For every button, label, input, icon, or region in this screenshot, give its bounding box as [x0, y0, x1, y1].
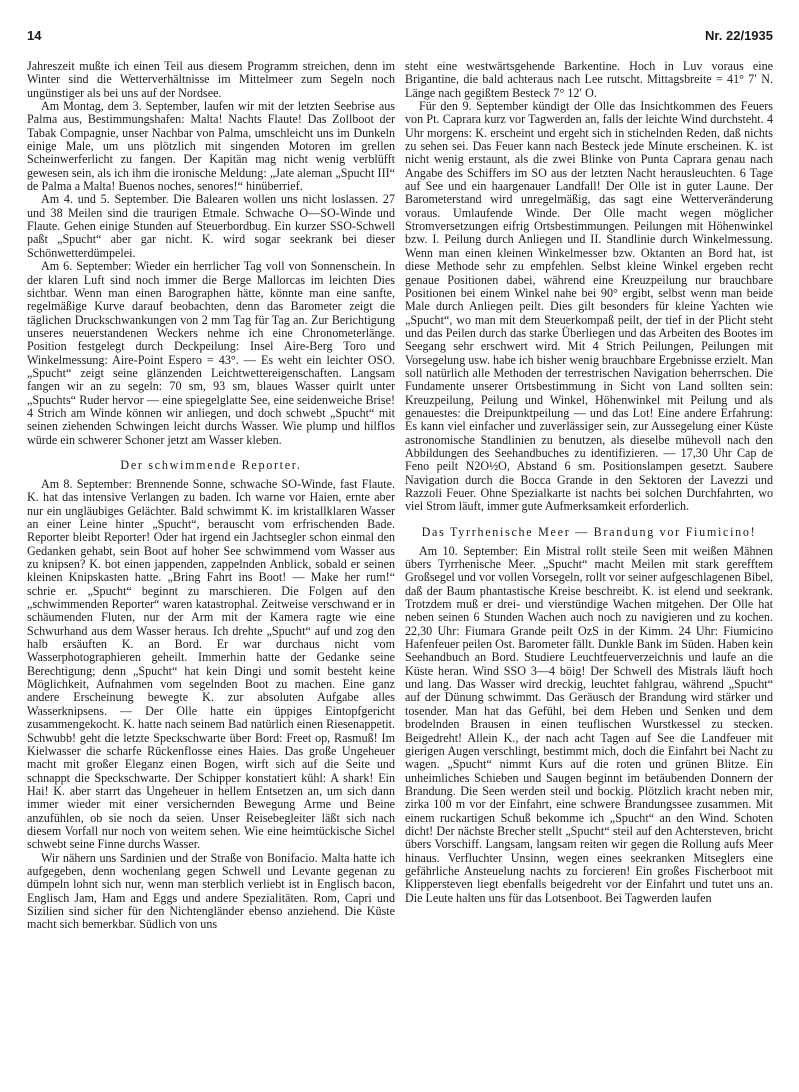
issue-number: Nr. 22/1935: [705, 28, 773, 43]
left-column: [27, 60, 395, 1086]
section-heading: Der schwimmende Reporter.: [120, 457, 302, 472]
paragraph: Für den 9. September kündigt der Olle das Insichtkommen des Feuers von Pt. Caprara kurz vor Tagwerden an, falls der leichte Wind durchsteht. 4 Uhr morgens: K. erscheint und ergeht sich in stichelnden Reden, daß nichts zu sehen sei. Das Feuer kann nach Besteck jede Minute erscheinen. K. ist nicht wenig erstaunt, als die zwei Blinke von Punta Caprara genau nach Angabe des Schiffers im SO aus der letzten Nacht herausleuchten. 6 Tage auf See und ein haargenauer Landfall! Der Olle ist in guter Laune. Der Barometerstand wird unregelmäßig, das sagt eine Wetterveränderung voraus. Umlaufende Winde. Der Olle macht wegen möglicher Stromversetzungen eifrig Ortsbestimmungen. Peilungen mit Höhenwinkel bzw. I. Peilung durch Anliegen und II. Standlinie durch Winkelmessung. Wenn man einen kleinen Winkelmesser bzw. Oktanten an Bord hat, ist diese Methode sehr zu empfehlen. Selbst kleine Winkel ergeben recht genaue Positionen dabei, während eine Kreuzpeilung nur brauchbare Positionen bei einem Winkel nahe bei 90° ergibt, selbst wenn man beide Male durch Anliegen peilt. Dies gilt besonders für kleine Yachten wie „Spucht“, wo man mit dem Steuerkompaß peilt, der tief in der Plicht steht und das Peilen durch das starke Überliegen und das Arbeiten des Bootes im Seegang sehr erschwert wird. Mit 4 Strich Peilungen, Peilungen mit Vorsegelung usw. habe ich bisher wenig brauchbare Ergebnisse erzielt. Man soll natürlich alle Methoden der terrestrischen Navigation beherrschen. Die Fundamente unserer Ortsbestimmung in Sicht von Land sollten sein: Kreuzpeilung, Peilung und Winkel, Höhenwinkel mit Peilung und als genauestes: die Dreipunktpeilung — und das Lot! Eine andere Erfahrung: Es kann viel einfacher und zuverlässiger sein, zur Aussegelung einer Küste astronomische Standlinien zu benutzen, als dieselbe mühevoll nach den Abbildungen des Seehandbuches zu identifizieren. — 17,30 Uhr Cap de Feno peilt N2O½O, Abstand 6 sm. Positionslampen gesetzt. Saubere Navigation durch die Bocca Grande in den Sektoren der Lavezzi und Razzoli Feuer. Ohne Spezialkarte ist nachts bei solchen Durchfahrten, wo viel Strom läuft, immer gute Aufmerksamkeit erforderlich.: [405, 99, 773, 514]
paragraph: Am 10. September: Ein Mistral rollt steile Seen mit weißen Mähnen übers Tyrrhenische Meer. „Spucht“ macht Meilen mit stark gerefftem Großsegel und vor vollen Vorsegeln, rollt vor seiner aufgeschlagenen Bibel, daß der Baum phantastische Kreise beschreibt. K. ist elend und seekrank. Trotzdem muß er drei- und vierstündige Wachen mitgehen. Der Olle hat neben seinen 6 Stunden Wachen auch noch zu navigieren und zu kochen. 22,30 Uhr: Fiumara Grande peilt OzS in der Kimm. 24 Uhr: Fiumicino Hafenfeuer peilen Ost. Barometer fällt. Dunkle Bank im Süden. Haben kein Seehandbuch an Bord. Studiere Leuchtfeuerverzeichnis und laufe an die Küste heran. Wind SSO 3—4 böig! Der Schwell des Mistrals läuft hoch und lang. Das Wasser wird dreckig, leuchtet fahlgrau, während „Spucht“ auf der Dünung schwimmt. Das Geräusch der Brandung wird stärker und tosender. Man hat das Gefühl, bei dem Heben und Senken und dem brodelnden Brausen in einen teuflischen Wurstkessel zu stecken. Beigedreht! Allein K., der nach acht Tagen auf See die Landfeuer mit gierigen Augen verschlingt, bestimmt mich, doch die Einfahrt bei Nacht zu wagen. „Spucht“ nimmt Kurs auf die roten und grünen Blitze. Ein unheimliches Schieben und Saugen beginnt im betäubenden Donnern der Brandung. Die Seen werden steil und bockig. Plötzlich kracht neben mir, zirka 100 m vor der Einfahrt, eine schwere Brandungssee zusammen. Mit einem ruckartigen Schuß bekomme ich „Spucht“ an den Wind. Schoten dicht! Der nächste Brecher stellt „Spucht“ steil auf den Achtersteven, bricht übers Vorschiff. Langsam, langsam reiten wir gegen die Rollung aufs Meer hinaus. Verfluchter Unsinn, wegen eines seekranken Mitseglers eine gefährliche Ansteuelung nachts zu forcieren! Ein großes Fischerboot mit Klippersteven liegt ebenfalls beigedreht vor der Einfahrt und tutet uns an. Die Leute halten uns für das Lotsenboot. Bei Tagwerden laufen: [405, 543, 773, 905]
page-header: [27, 28, 773, 48]
paragraph: steht eine westwärtsgehende Barkentine. Hoch in Luv voraus eine Brigantine, die bald achteraus nach Lee rutscht. Mittagsbreite = 41° 7′ N. Länge nach gegißtem Besteck 7° 12′ O.: [405, 60, 773, 100]
paragraph: Jahreszeit mußte ich einen Teil aus diesem Programm streichen, denn im Winter sind die Wetterverhältnisse im Mittelmeer zum Segeln noch ungünstiger als bei uns auf der Nordsee.: [27, 60, 395, 100]
paragraph: Am 4. und 5. September. Die Balearen wollen uns nicht loslassen. 27 und 38 Meilen sind die traurigen Etmale. Schwache O—SO-Winde und Flaute. Gehen einige Stunden auf Steuerbordbug. Ein kurzer SSO-Schwell paßt „Spucht“ aber gar nicht. K. wird sogar seekrank bei dieser Schönwetterdümpelei.: [27, 192, 395, 260]
right-column: [405, 60, 773, 1086]
paragraph: Am 8. September: Brennende Sonne, schwache SO-Winde, fast Flaute. K. hat das intensive Verlangen zu baden. Ich warne vor Haien, ernte aber nur ein ungläubiges Gelächter. Bald schwimmt K. im kristallklaren Wasser an einer Leine hinter „Spucht“, berauscht vom erfrischenden Bade. Reporter bleibt Reporter! Oder hat irgend ein Jachtsegler schon einmal den Gedanken gehabt, sein Boot auf hoher See schwimmend vom Wasser aus zu knipsen? K. bot einen jappenden, zappelnden Anblick, sobald er seinen kleinen Knipskasten hatte. „Bring Fahrt ins Boot! — Make her rum!“ schrie er. „Spucht“ beginnt zu marschieren. Die Folgen auf den „schwimmenden Reporter“ waren katastrophal. Zeitweise verschwand er in schäumenden Fluten, nur der Arm mit der Kamera ragte wie eine Schwurhand aus dem Wasser heraus. Ich drehte „Spucht“ auf und zog den halb ersäuften K. an Bord. Er war durchaus nicht vom Wasserphotographieren geheilt. Immerhin hatte der Gedanke seine Berechtigung; denn „Spucht“ hat kein Dingi und somit besteht keine Möglichkeit, Aufnahmen vom segelnden Boot zu machen. Eine ganz andere Erscheinung bewegte K. zur absoluten Aufgabe alles Wasserknipsens. — Der Olle hatte ein üppiges Eintopfgericht zusammengekocht. K. hatte nach seinem Bad natürlich einen Riesenappetit. Schwubb! geht die letzte Speckschwarte über Bord: Freet op, Rasmuß! Im Kielwasser die scharfe Rückenflosse eines Haies. Das große Ungeheuer macht mit großer Eleganz einen Bogen, wirft sich auf die Seite und schnappt die Speckschwarte. Der Schipper konstatiert kühl: A shark! Ein Hai! K. aber starrt das Ungeheuer in hellem Entsetzen an, um sich dann immer wieder mit einer versichernden Bewegung Arme und Beine anzufühlen, ob sie noch da seien. Unser Reisebegleiter läßt sich nach diesem Vorfall nur noch von weitem sehen. Wie eine heimtückische Sichel schwebt seine Finne durchs Wasser.: [27, 476, 395, 852]
paragraph: Am Montag, dem 3. September, laufen wir mit der letzten Seebrise aus Palma aus, Bestimmungshafen: Malta! Nachts Flaute! Das Zollboot der Tabak Compagnie, unser Nachbar von Palma, umschleicht uns im Dunkeln einige Male, um uns plötzlich mit singenden Motoren im grellen Scheinwerferlicht zu fangen. Der Kapitän mag nicht wenig verblüfft gewesen sein, als ich ihm die ironische Meldung: „Jate aleman „Spucht III“ de Palma a Malta! Buenos noches, senores!“ hinüberrief.: [27, 99, 395, 194]
paragraph: Am 6. September: Wieder ein herrlicher Tag voll von Sonnenschein. In der klaren Luft sind noch immer die Berge Mallorcas im leichten Dies sichtbar. Wenn man einen Barographen hätte, könnte man eine sanfte, regelmäßige Kurve darauf beobachten, denn das Barometer zeigt die täglichen Druckschwankungen von 2 mm Tag für Tag an. Zur Berichtigung unseres neuerstandenen Weckers nehme ich eine Chronometerlänge. Position festgelegt durch Deckpeilung: Insel Aire-Berg Toro und Winkelmessung: Aire-Point Espero = 43°. — Es weht ein leichter OSO. „Spucht“ zeigt seine glänzenden Leichtwettereigenschaften. Langsam fangen wir an zu segeln: 70 sm, 93 sm, blaues Wasser quirlt unter „Spuchts“ Ruder hervor — eine spiegelglatte See, eine seidenweiche Brise! 4 Strich am Winde können wir anliegen, und doch schwebt „Spucht“ mit seinen ziehenden Schwingen leicht durchs Wasser. Wie plump und hilflos würde ein schwerer Schoner jetzt am Wasser kleben.: [27, 259, 395, 447]
page-number: 14: [27, 28, 42, 43]
paragraph: Wir nähern uns Sardinien und der Straße von Bonifacio. Malta hatte ich aufgegeben, denn wochenlang gegen Schwell und Levante gegenan zu dümpeln lohnt sich nur, wenn man sterblich verliebt ist in Englisch bacon, Englisch Jam, Ham and Eggs und andere Spezialitäten. Rom, Capri und Sizilien sind sicher für den Nichtengländer ebenso anziehend. Die Küste macht sich bemerkbar. Südlich von uns: [27, 850, 395, 932]
section-heading: Das Tyrrhenische Meer — Brandung vor Fiumicino!: [421, 524, 757, 539]
